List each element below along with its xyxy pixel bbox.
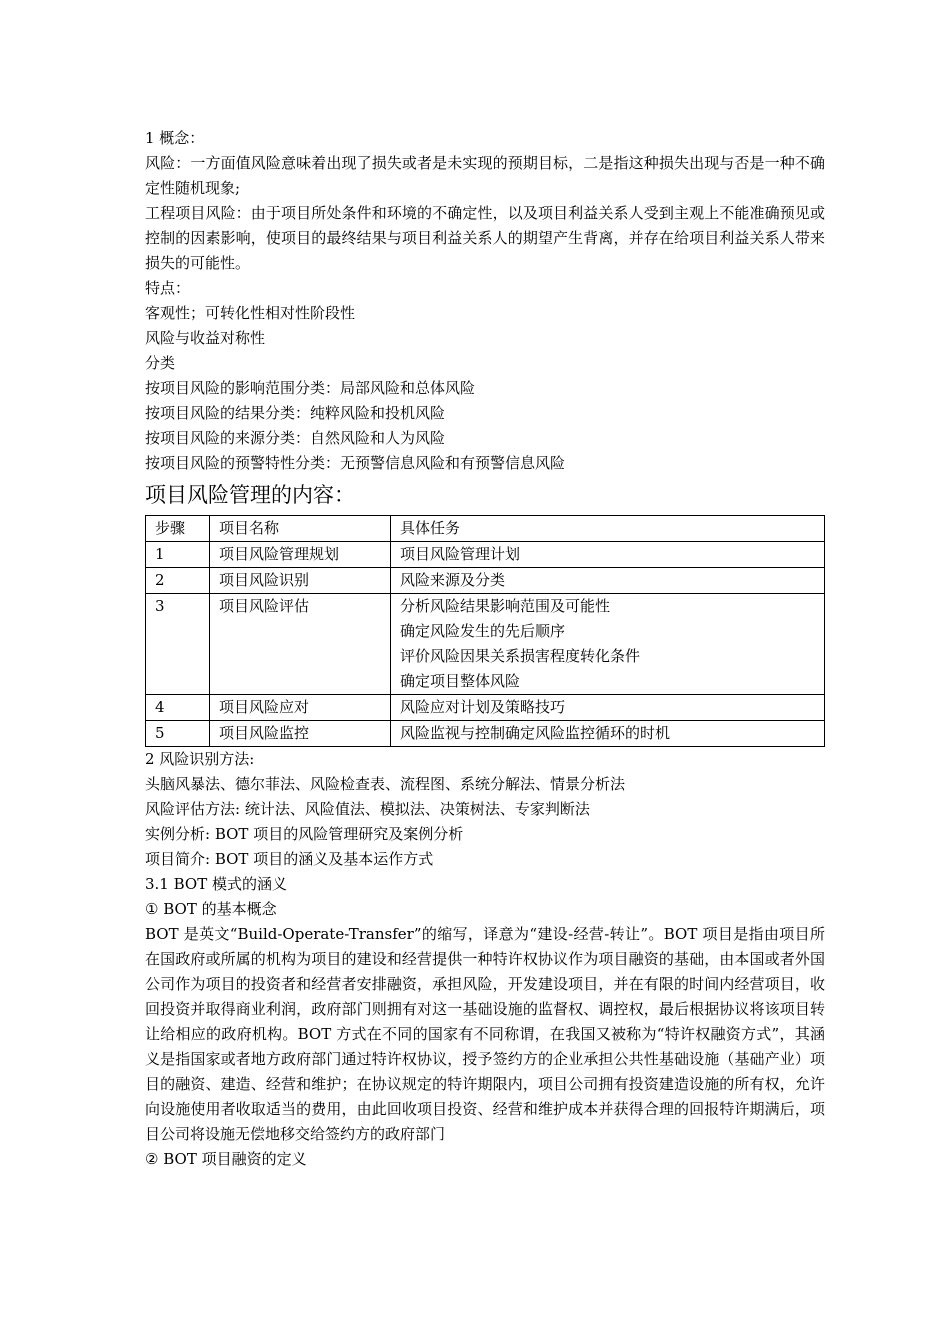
section-title-concept: 1 概念： (145, 129, 205, 147)
classification-line-2: 按项目风险的结果分类：纯粹风险和投机风险 (145, 404, 446, 422)
row-task: 风险监视与控制确定风险监控循环的时机 (391, 721, 825, 747)
row-name: 项目风险监控 (210, 721, 391, 747)
row-step: 3 (146, 594, 210, 695)
table-row (146, 568, 825, 594)
classification-line-4: 按项目风险的预警特性分类：无预警信息风险和有预警信息风险 (145, 454, 566, 472)
row-name: 项目风险评估 (210, 594, 391, 695)
row-task: 风险来源及分类 (391, 568, 825, 594)
row-name: 项目风险应对 (210, 695, 391, 721)
row-tasks (391, 594, 825, 695)
risk-management-table (145, 515, 825, 747)
row-task: 确定风险发生的先后顺序 (400, 622, 566, 640)
section-title-bot-meaning: 3.1 BOT 模式的涵义 (145, 875, 287, 893)
header-tasks: 具体任务 (391, 516, 825, 542)
row-step: 2 (146, 568, 210, 594)
row-step: 4 (146, 695, 210, 721)
table-row (146, 542, 825, 568)
feature-line-2: 风险与收益对称性 (145, 329, 266, 347)
row-step: 1 (146, 542, 210, 568)
table-row (146, 721, 825, 747)
assessment-methods: 风险评估方法: 统计法、风险值法、模拟法、决策树法、专家判断法 (145, 800, 590, 818)
features-label: 特点： (145, 279, 191, 297)
subsection-bot-concept: ① BOT 的基本概念 (145, 900, 277, 918)
case-analysis: 实例分析: BOT 项目的风险管理研究及案例分析 (145, 825, 464, 843)
bot-paragraph: BOT 是英文“Build-Operate-Transfer”的缩写，译意为“建设-经营-转让”。BOT 项目是指由项目所在国政府或所属的机构为项目的建设和经营提供一种特许权协议作为项目融资的基础，由本国或者外国公司作为项目的投资者和经营者安排融资，承担风险，开发建设项目，并在有限的时间内经营项目，收回投资并取得商业利润，政府部门则拥有对这一基础设施的监督权、调控权，最后根据协议将该项目转让给相应的政府机构。BOT 方式在不同的国家有不同称谓，在我国又被称为“特许权融资方式”，其涵义是指国家或者地方政府部门通过特许权协议，授予签约方的企业承担公共性基础设施（基础产业）项目的融资、建造、经营和维护；在协议规定的特许期限内，项目公司拥有投资建造设施的所有权，允许向设施使用者收取适当的费用，由此回收项目投资、经营和维护成本并获得合理的回报特许期满后，项目公司将设施无偿地移交给签约方的政府部门 (145, 925, 825, 1143)
feature-line-1: 客观性；可转化性相对性阶段性 (145, 304, 356, 322)
document-page (145, 126, 825, 1172)
row-step: 5 (146, 721, 210, 747)
identification-methods: 头脑风暴法、德尔菲法、风险检查表、流程图、系统分解法、情景分析法 (145, 775, 626, 793)
table-row (146, 594, 825, 695)
section-title-identification: 2 风险识别方法: (145, 750, 255, 768)
classification-label: 分类 (145, 354, 176, 372)
row-name: 项目风险管理规划 (210, 542, 391, 568)
header-step: 步骤 (146, 516, 210, 542)
row-task: 项目风险管理计划 (391, 542, 825, 568)
row-task: 风险应对计划及策略技巧 (391, 695, 825, 721)
project-risk-definition: 工程项目风险：由于项目所处条件和环境的不确定性，以及项目利益关系人受到主观上不能准确预见或控制的因素影响，使项目的最终结果与项目利益关系人的期望产生背离，并存在给项目利益关系人带来损失的可能性。 (145, 204, 825, 272)
management-content-heading: 项目风险管理的内容： (145, 483, 355, 507)
row-task: 分析风险结果影响范围及可能性 (400, 597, 611, 615)
row-name: 项目风险识别 (210, 568, 391, 594)
risk-definition: 风险：一方面值风险意味着出现了损失或者是未实现的预期目标，二是指这种损失出现与否是一种不确定性随机现象; (145, 154, 825, 197)
classification-line-1: 按项目风险的影响范围分类：局部风险和总体风险 (145, 379, 476, 397)
classification-line-3: 按项目风险的来源分类：自然风险和人为风险 (145, 429, 446, 447)
table-header-row (146, 516, 825, 542)
subsection-bot-financing: ② BOT 项目融资的定义 (145, 1150, 307, 1168)
table-row (146, 695, 825, 721)
project-intro: 项目简介: BOT 项目的涵义及基本运作方式 (145, 850, 434, 868)
row-task: 确定项目整体风险 (400, 672, 521, 690)
header-name: 项目名称 (210, 516, 391, 542)
row-task: 评价风险因果关系损害程度转化条件 (400, 647, 641, 665)
